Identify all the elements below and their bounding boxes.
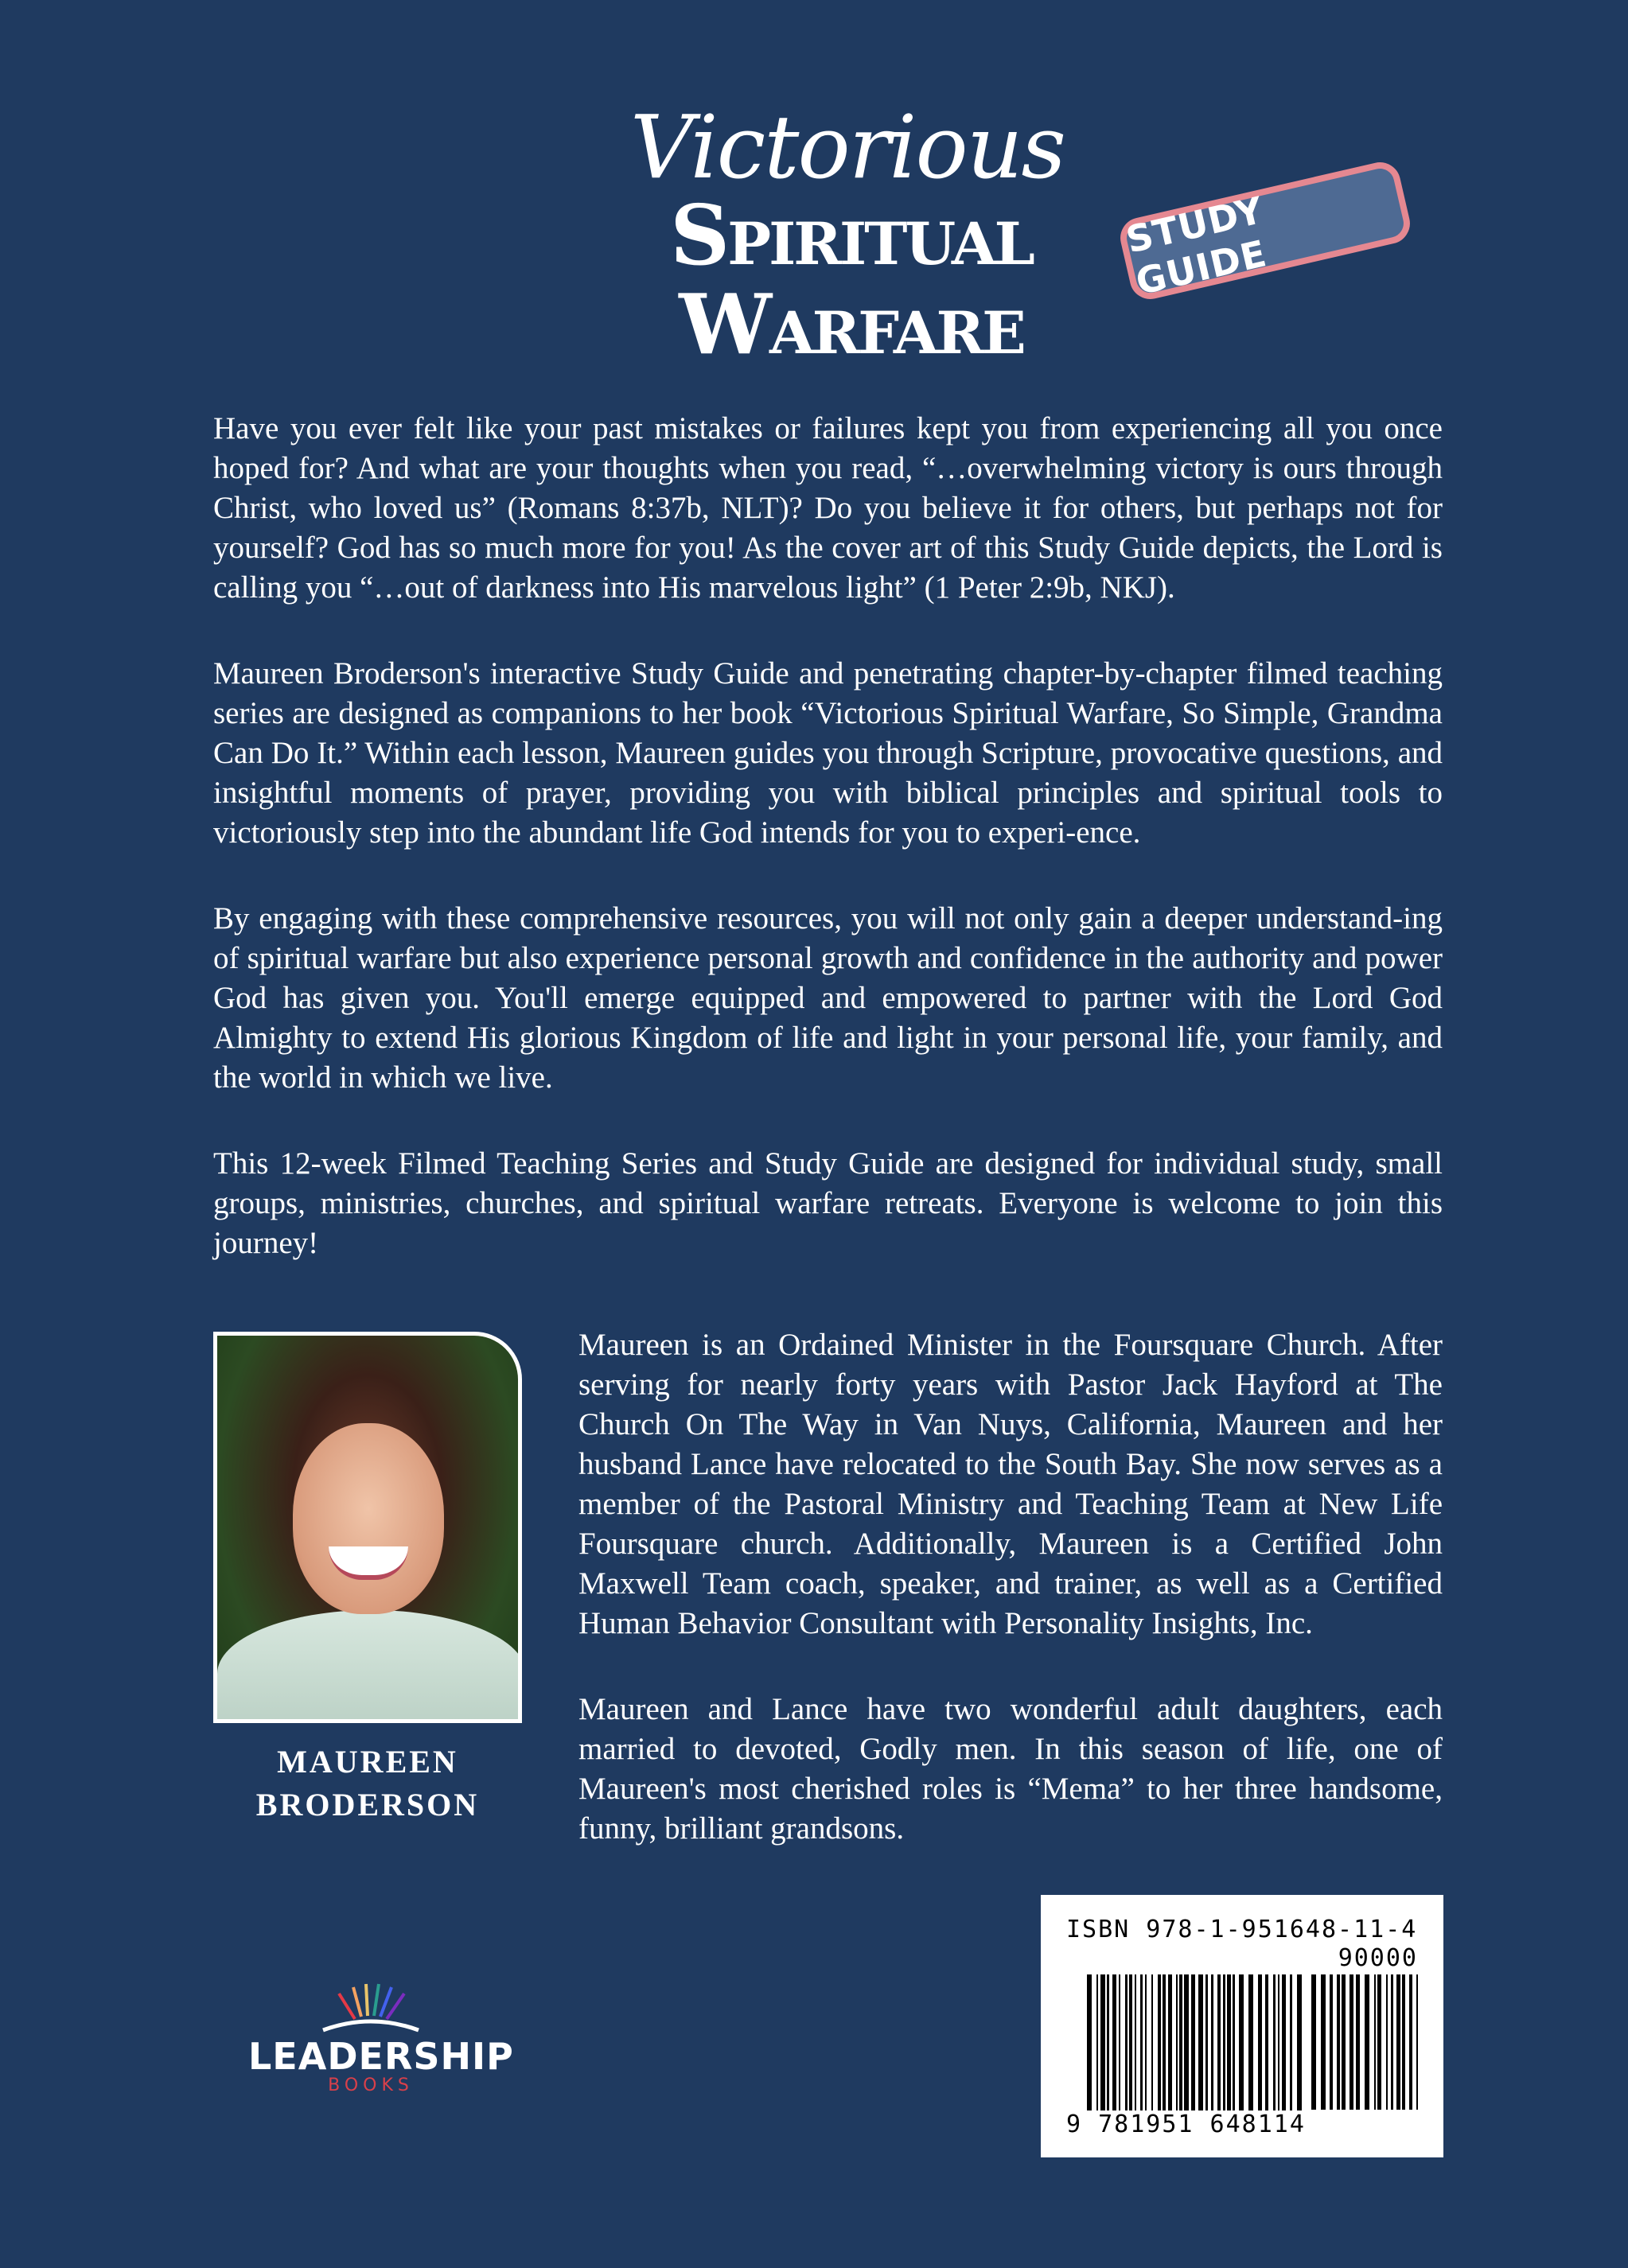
title-line-spiritual: Spiritual: [670, 186, 1033, 284]
author-name-last: BRODERSON: [255, 1787, 480, 1823]
bio-paragraph: Maureen and Lance have two wonderful adult daughters, each married to devoted, Godly men. In this season of life, one of Maureen's most cherished roles is “Mema” to her three handsome, funny, brilliant grandsons.: [578, 1692, 1443, 1846]
author-photo: [213, 1332, 522, 1723]
study-guide-badge-label: STUDY GUIDE: [1122, 188, 1272, 304]
publisher-name: LEADERSHIP: [248, 2035, 514, 2078]
description-paragraph: This 12-week Filmed Teaching Series and Study Guide are designed for individual study, small groups, ministries, churches, and spiritual warfare retreats. Everyone is welcome to join this journey!: [213, 1146, 1443, 1260]
price-code: 90000: [1338, 1944, 1418, 1972]
author-name: [213, 1741, 522, 1826]
title-line-warfare: Warfare: [679, 275, 1024, 374]
description-paragraph: By engaging with these comprehensive resources, you will not only gain a deeper understand-ing of spiritual warfare but also experience personal growth and confidence in the authority and power God has given you. You'll emerge equipped and empowered to partner with the Lord God Almighty to extend His glorious Kingdom of life and light in your personal life, your family, and the world in which we live.: [213, 901, 1443, 1095]
publisher-sub: BOOKS: [328, 2075, 414, 2095]
open-book-rainbow-icon: [307, 1981, 434, 2037]
isbn-barcode: [1041, 1895, 1443, 2157]
barcode-bars: [1087, 1974, 1302, 2134]
publisher-logo: [248, 1981, 514, 2108]
study-guide-badge: [1116, 158, 1414, 303]
author-bio: [578, 1325, 1443, 1895]
title-line-victorious: Victorious: [629, 96, 1065, 198]
description-paragraph: Have you ever felt like your past mistakes or failures kept you from experiencing all you once hoped for? And what are your thoughts when you read, “…overwhelming victory is ours through Christ, who loved us” (Romans 8:37b, NLT)? Do you believe it for others, but perhaps not for yourself? God has so much more for you! As the cover art of this Study Guide depicts, the Lord is calling you “…out of darkness into His marvelous light” (1 Peter 2:9b, NKJ).: [213, 411, 1443, 605]
description: [213, 409, 1443, 1309]
isbn-text: ISBN 978-1-951648-11-4: [1066, 1916, 1418, 1943]
description-paragraph: Maureen Broderson's interactive Study Guide and penetrating chapter-by-chapter filmed teaching series are designed as companions to her book “Victorious Spiritual Warfare, So Simple, Grandma Can Do It.” Within each lesson, Maureen guides you through Scripture, provocative questions, and insightful moments of prayer, providing you with biblical principles and spiritual tools to victoriously step into the abundant life God intends for you to experi-ence.: [213, 656, 1443, 850]
barcode-number: 9 781951 648114: [1063, 2110, 1309, 2138]
author-name-first: MAUREEN: [277, 1744, 458, 1780]
bio-paragraph: Maureen is an Ordained Minister in the Foursquare Church. After serving for nearly forty years with Pastor Jack Hayford at The Church On The Way in Van Nuys, California, Maureen and her husband Lance have relocated to the South Bay. She now serves as a member of the Pastoral Ministry and Teaching Team at New Life Foursquare church. Additionally, Maureen is a Certified John Maxwell Team coach, speaker, and trainer, as well as a Certified Human Behavior Consultant with Personality Insights, Inc.: [578, 1328, 1443, 1640]
book-title: [629, 96, 1074, 374]
price-barcode-bars: [1311, 1974, 1423, 2110]
